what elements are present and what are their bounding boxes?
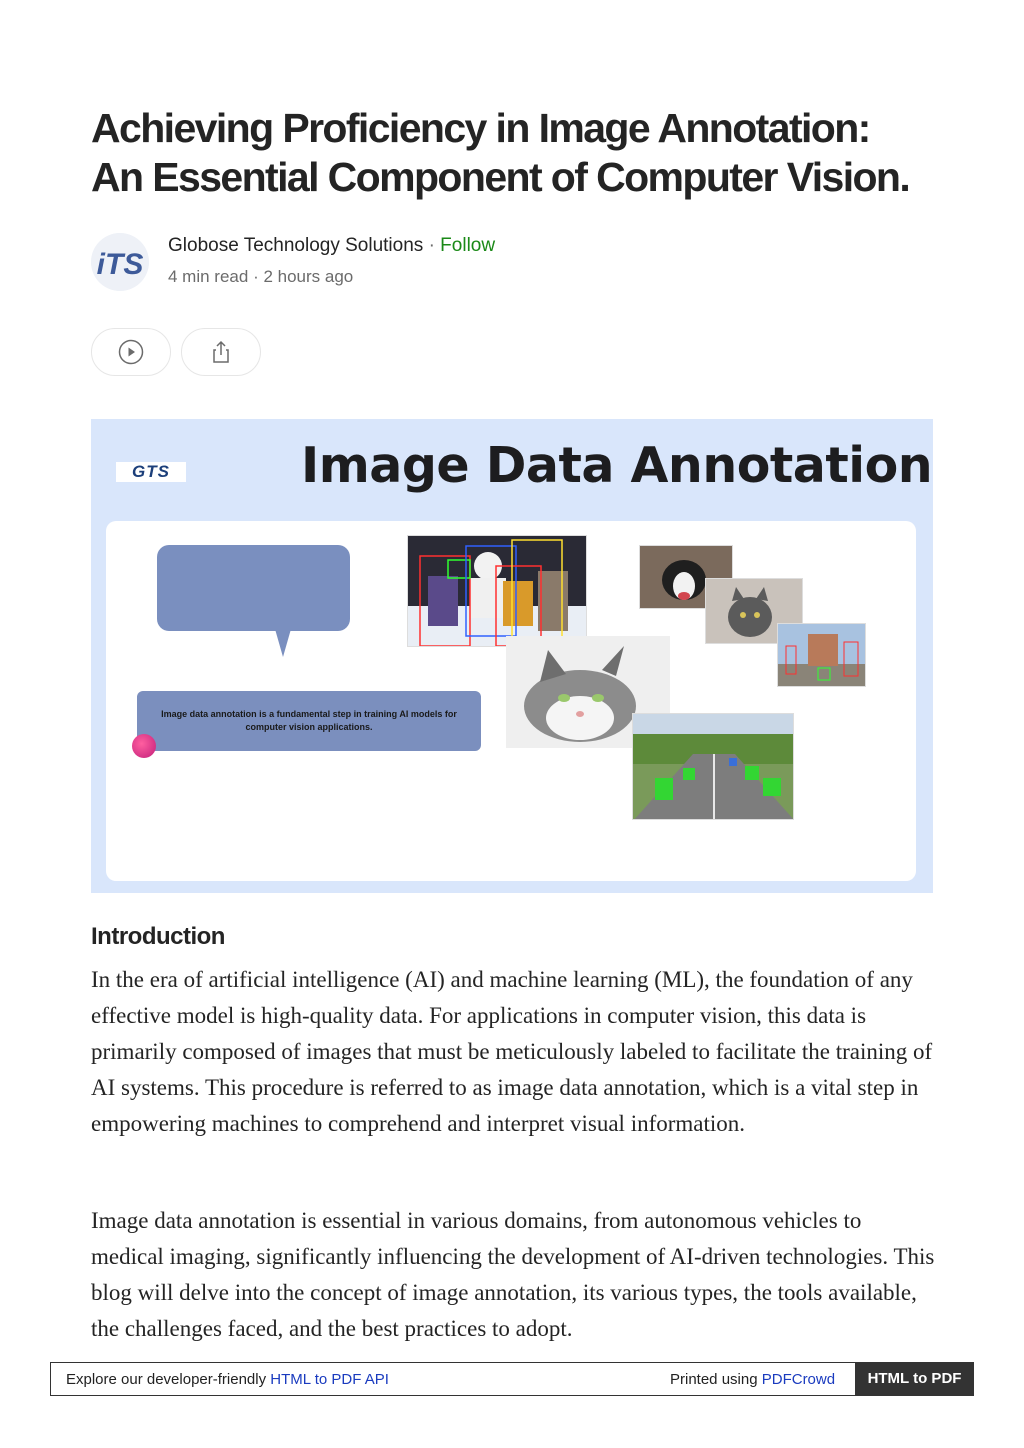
hero-logo: GTS xyxy=(116,462,186,482)
listen-button[interactable] xyxy=(91,328,171,376)
pdf-footer-banner xyxy=(50,1362,974,1396)
speech-bubble xyxy=(157,545,350,631)
photo-annotated-people xyxy=(407,535,587,647)
author-name[interactable]: Globose Technology Solutions xyxy=(168,235,424,256)
follow-button[interactable]: Follow xyxy=(440,235,496,256)
avatar-logo-icon xyxy=(91,233,149,291)
meta-separator: · xyxy=(253,267,259,286)
avatar[interactable] xyxy=(91,233,149,291)
posted-time: 2 hours ago xyxy=(263,267,354,286)
article-title-line-1: Achieving Proficiency in Image Annotation: xyxy=(91,105,870,151)
footer-explore xyxy=(66,1371,389,1388)
footer-printed-text: Printed using xyxy=(670,1371,762,1388)
play-circle-icon xyxy=(118,339,144,365)
section-heading-introduction: Introduction xyxy=(91,923,225,950)
hero-caption: Image data annotation is a fundamental step in training AI models for computer vision applications. xyxy=(137,691,481,751)
photo-highway xyxy=(632,713,794,820)
record-dot-icon xyxy=(132,734,156,758)
footer-explore-text: Explore our developer-friendly xyxy=(66,1371,271,1388)
author-separator: · xyxy=(428,235,435,256)
read-time: 4 min read xyxy=(168,267,249,286)
speech-bubble-tail xyxy=(275,629,291,657)
author-row xyxy=(91,233,691,293)
article-title-line-2: An Essential Component of Computer Vision. xyxy=(91,154,910,200)
article-title xyxy=(91,104,971,202)
html-to-pdf-button[interactable]: HTML to PDF xyxy=(855,1362,974,1396)
paragraph-1: In the era of artificial intelligence (AI) and machine learning (ML), the foundation of any effective model is high-quality data. For applications in computer vision, this data is primarily composed of images that must be meticulously labeled to facilitate the training of AI systems. This procedure is referred to as image data annotation, which is a vital step in empowering machines to comprehend and interpret visual information. xyxy=(91,967,933,1136)
share-button[interactable] xyxy=(181,328,261,376)
photo-street-annotated xyxy=(777,623,866,687)
footer-pdfcrowd-link[interactable]: PDFCrowd xyxy=(761,1371,836,1388)
hero-card xyxy=(106,521,916,881)
author-line xyxy=(168,235,495,257)
footer-api-link[interactable]: HTML to PDF API xyxy=(270,1371,389,1388)
hero-title: Image Data Annotation xyxy=(301,437,933,494)
avatar-text: iTS xyxy=(96,248,144,281)
article-meta xyxy=(168,267,353,287)
share-icon xyxy=(208,339,234,365)
footer-printed xyxy=(670,1371,835,1388)
paragraph-2: Image data annotation is essential in various domains, from autonomous vehicles to medical imaging, significantly influencing the development of AI-driven technologies. This blog will delve into the concept of image annotation, its various types, the tools available, the challenges faced, and the best practices to adopt. xyxy=(91,1208,935,1341)
hero-image xyxy=(91,419,933,893)
